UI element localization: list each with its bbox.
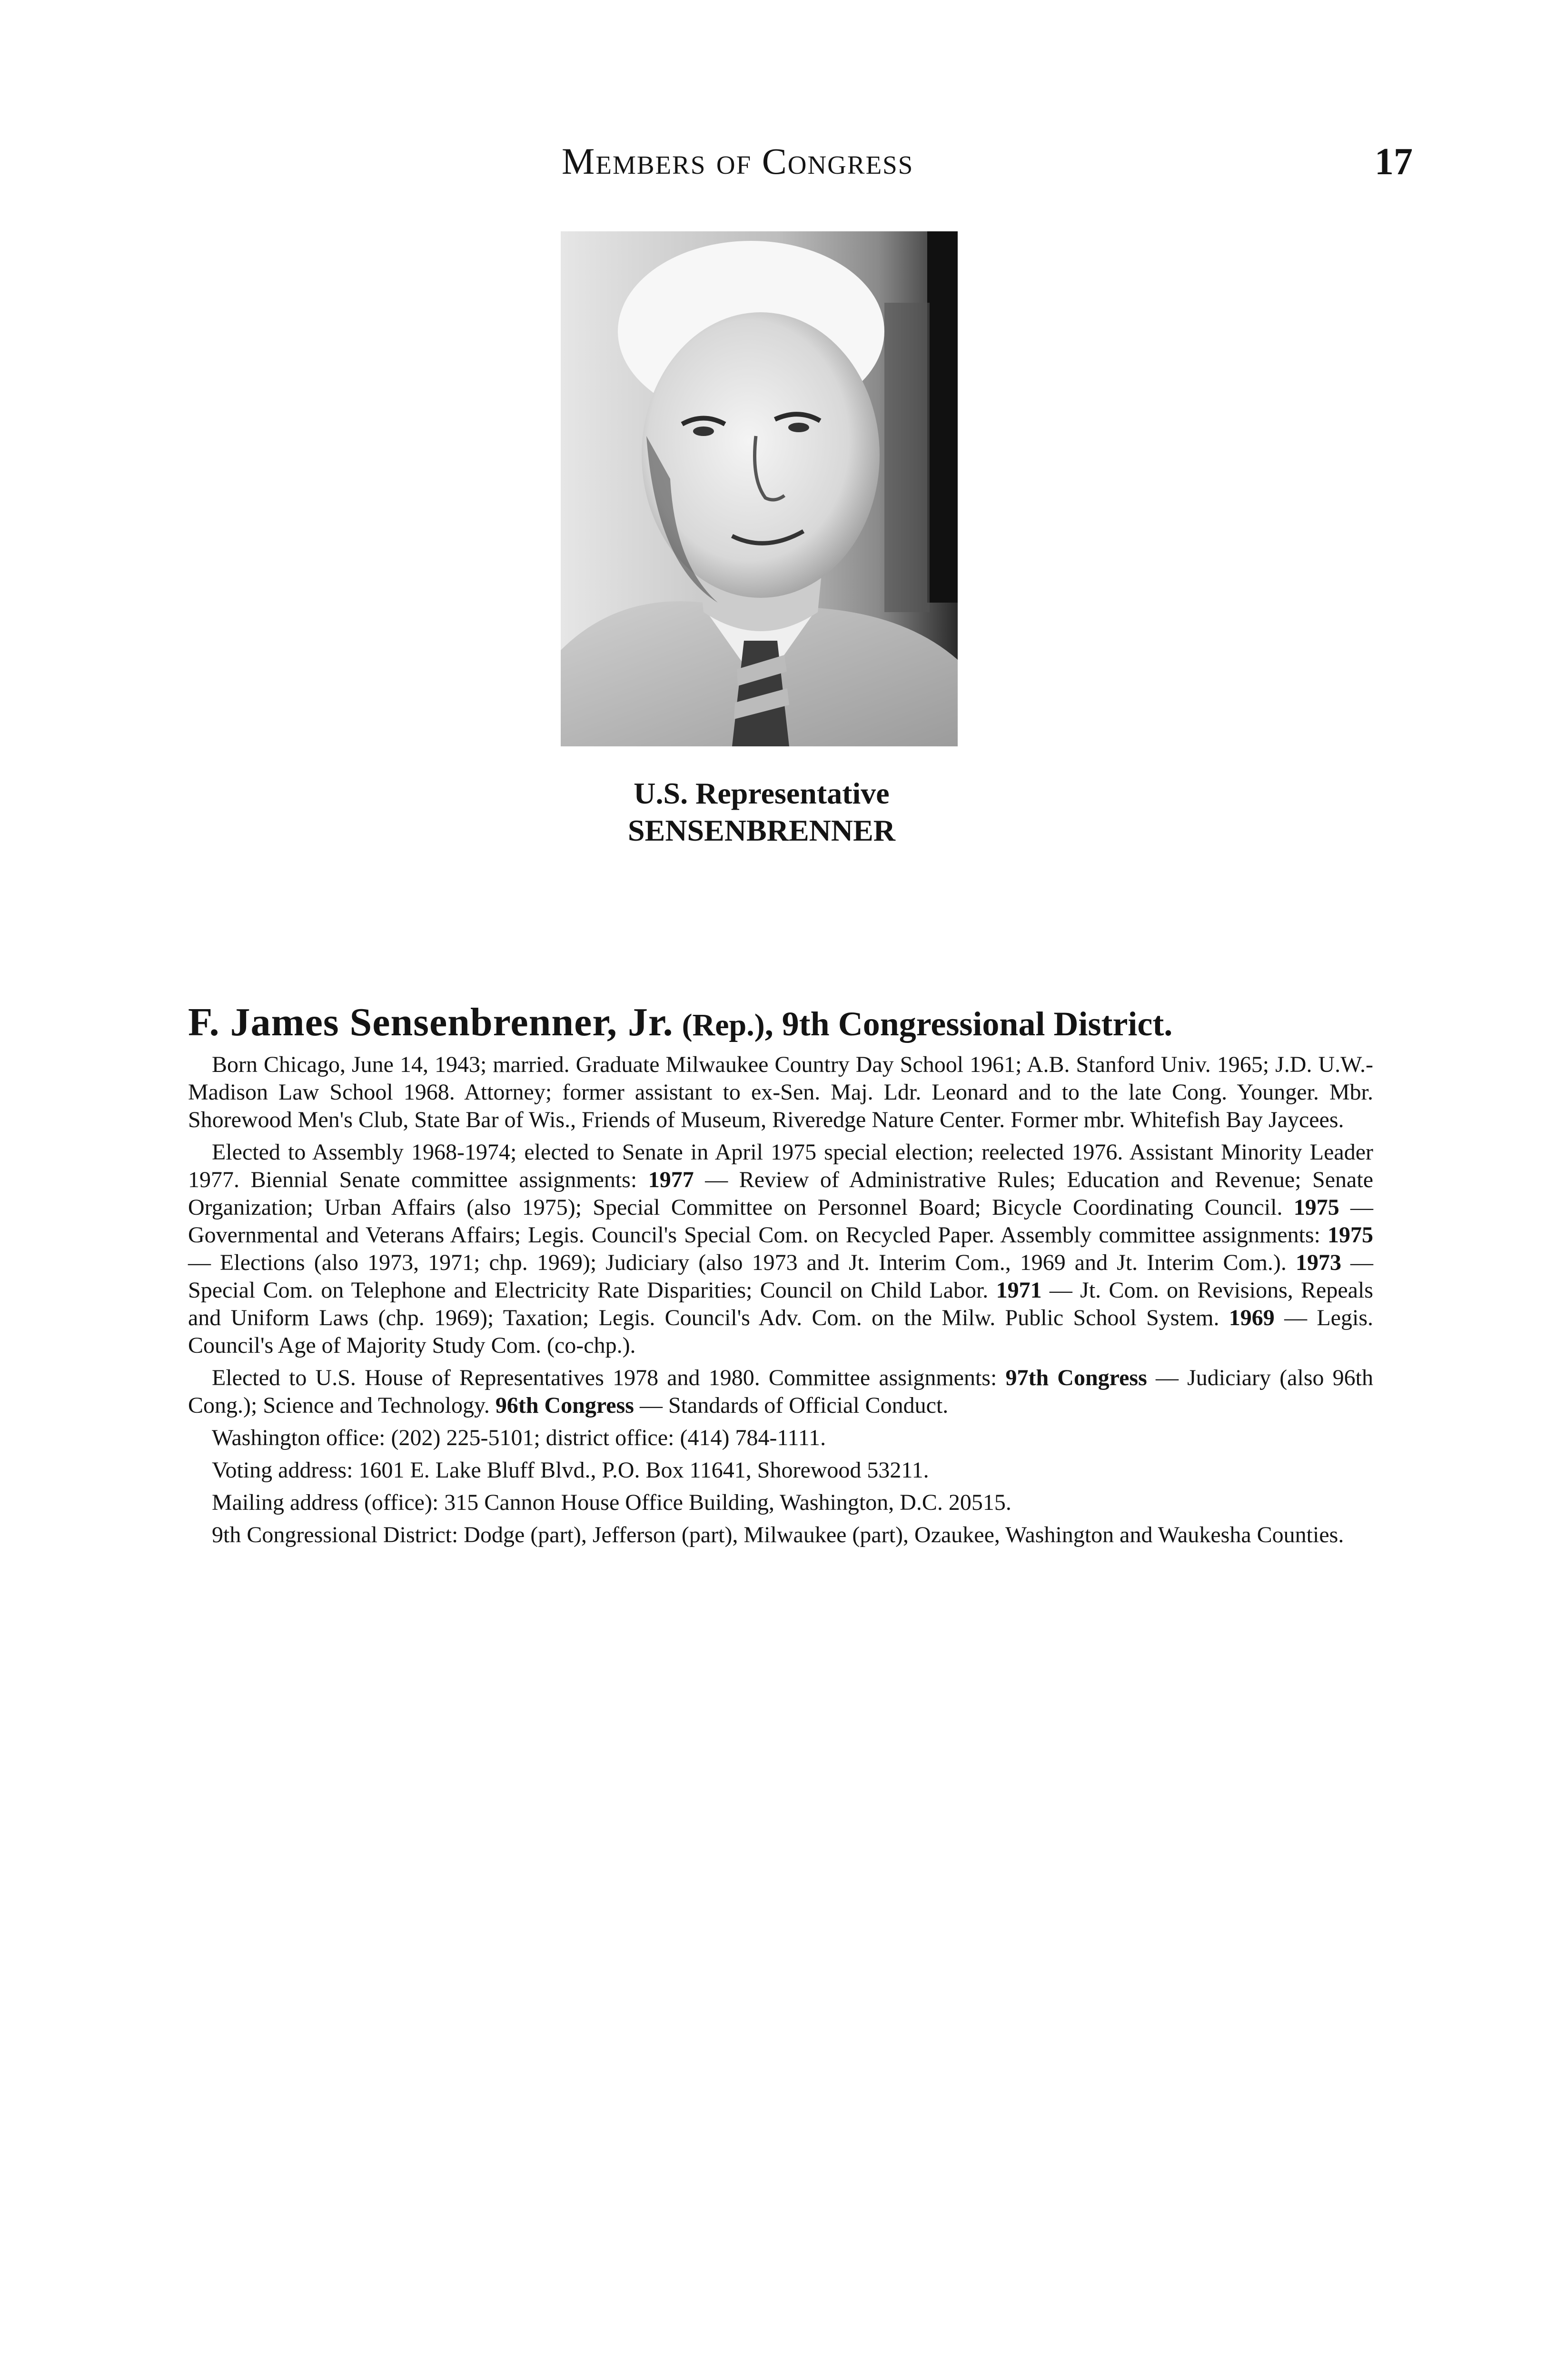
page-number: 17 (1375, 141, 1413, 183)
portrait-photo (561, 231, 958, 746)
year-label: 1971 (996, 1278, 1042, 1303)
year-label: 1973 (1295, 1250, 1341, 1275)
congress-label: 96th Congress (495, 1393, 634, 1418)
member-heading (188, 999, 1373, 1049)
bio-born-paragraph: Born Chicago, June 14, 1943; married. Graduate Milwaukee Country Day School 1961; A.B. Stanford Univ. 1965; J.D. U.W.-Madison Law School 1968. Attorney; former assistant to ex-Sen. Maj. Ldr. Leonard and to the late Cong. Younger. Mbr. Shorewood Men's Club, State Bar of Wis., Friends of Museum, Riveredge Nature Center. Former mbr. Whitefish Bay Jaycees. (188, 1052, 1373, 1132)
bio-mailing-address: Mailing address (office): 315 Cannon House Office Building, Washington, D.C. 20515. (212, 1490, 1011, 1515)
caption-title: U.S. Representative (634, 776, 890, 810)
year-label: 1969 (1229, 1305, 1275, 1330)
text-segment: Elected to U.S. House of Representatives 1978 and 1980. Committee assignments: (212, 1365, 1006, 1390)
member-name: F. James Sensenbrenner, Jr. (188, 1000, 674, 1044)
text-segment: — Review of Administrative Rules; Education and Revenue; Senate Organization; Urban Affairs (also 1975); Special Committee on Personnel Board; Bicycle Coordinating Council. (188, 1167, 1374, 1220)
member-district: , 9th Congressional District. (764, 1005, 1173, 1043)
bio-legislature-paragraph (188, 1139, 1373, 1359)
caption-surname: SENSENBRENNER (628, 813, 895, 847)
biography (188, 999, 1373, 1554)
year-label: 1975 (1293, 1195, 1339, 1220)
text-segment: — Jt. Com. on Revisions, Repeals and Uniform Laws (chp. 1969); Taxation; Legis. Council's Adv. Com. on the Milw. Public School System. (188, 1278, 1373, 1330)
photo-caption (476, 775, 1047, 849)
text-segment: — Special Com. on Telephone and Electricity Rate Disparities; Council on Child Labor. (188, 1250, 1374, 1303)
bio-district-counties: 9th Congressional District: Dodge (part), Jefferson (part), Milwaukee (part), Ozaukee, Washington and Waukesha Counties. (212, 1522, 1344, 1547)
text-segment: Elected to Assembly 1968-1974; elected to Senate in April 1975 special election; reelected 1976. Assistant Minority Leader 1977. Biennial Senate committee assignments: (188, 1140, 1373, 1192)
bio-congress-paragraph (188, 1364, 1373, 1419)
bio-voting-address: Voting address: 1601 E. Lake Bluff Blvd., P.O. Box 11641, Shorewood 53211. (212, 1458, 929, 1483)
text-segment: — Elections (also 1973, 1971; chp. 1969); Judiciary (also 1973 and Jt. Interim Com., 1969 and Jt. Interim Com.). (188, 1250, 1296, 1275)
congress-label: 97th Congress (1005, 1365, 1147, 1390)
text-segment: — Legis. Council's Age of Majority Study Com. (co-chp.). (188, 1305, 1373, 1358)
running-head: Members of Congress (562, 140, 914, 182)
text-segment: — Judiciary (also 96th Cong.); Science and Technology. (188, 1365, 1373, 1418)
year-label: 1977 (648, 1167, 694, 1192)
bio-offices: Washington office: (202) 225-5101; district office: (414) 784-1111. (212, 1425, 826, 1450)
member-party: (Rep.) (682, 1008, 765, 1042)
text-segment: — Governmental and Veterans Affairs; Legis. Council's Special Com. on Recycled Paper. Assembly committee assignments: (188, 1195, 1374, 1248)
text-segment: — Standards of Official Conduct. (634, 1393, 949, 1418)
year-label: 1975 (1328, 1222, 1373, 1248)
